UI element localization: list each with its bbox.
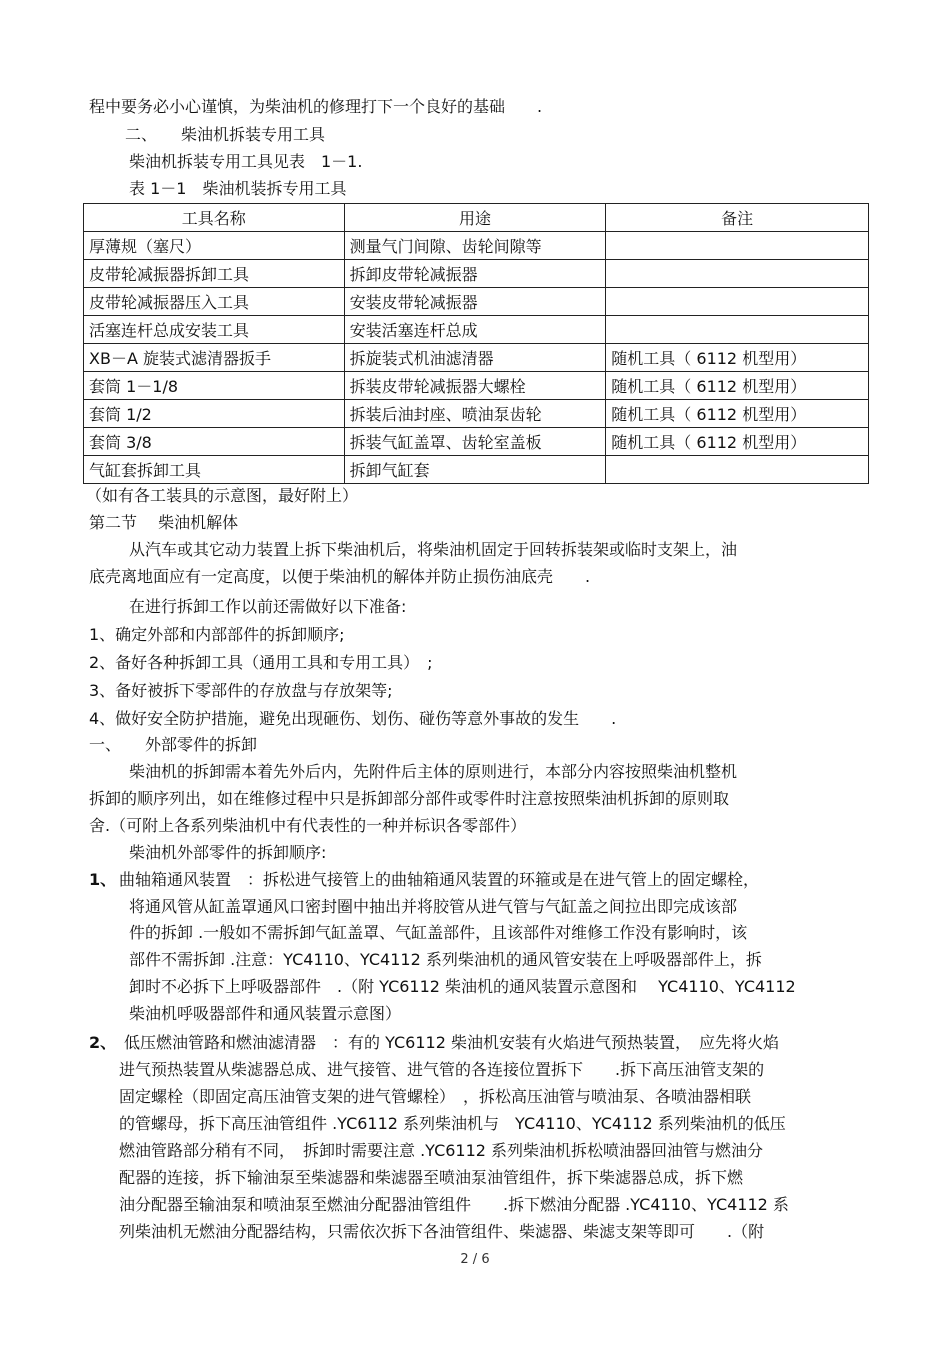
table-header-row [84,204,869,232]
table-row [84,372,869,400]
step-line: 列柴油机无燃油分配器结构，只需依次拆下各油管组件、柴滤器、柴滤支架等即可 .（附 [119,1222,765,1241]
step-line: 的管螺母，拆下高压油管组件 .YC6112 系列柴油机与 YC4110、YC4112 系列柴油机的低压 [119,1114,786,1133]
table-row [84,232,869,260]
tool-remark-cell [606,260,869,288]
tool-remark-cell [606,288,869,316]
tool-name-cell: 皮带轮减振器拆卸工具 [84,260,345,288]
page-number: 2 / 6 [460,1252,490,1267]
table-row [84,260,869,288]
tool-purpose-cell: 安装活塞连杆总成 [344,316,606,344]
tool-purpose-cell: 测量气门间隙、齿轮间隙等 [344,232,606,260]
paragraph-line: 柴油机的拆卸需本着先外后内，先附件后主体的原则进行，本部分内容按照柴油机整机 [129,762,738,781]
step-line: 卸时不必拆下上呼吸器部件 .（附 YC6112 柴油机的通风装置示意图和 YC4110、YC4112 [129,977,796,996]
tool-purpose-cell: 拆装后油封座、喷油泵齿轮 [344,400,606,428]
table-note: （如有各工装具的示意图，最好附上） [86,486,359,505]
tool-purpose-cell: 安装皮带轮减振器 [344,288,606,316]
table-reference: 柴油机拆装专用工具见表 1－1. [129,152,363,171]
tool-purpose-cell: 拆装气缸盖罩、齿轮室盖板 [344,428,606,456]
step-line: 将通风管从缸盖罩通风口密封圈中抽出并将胶管从进气管与气缸盖之间拉出即完成该部 [129,897,738,916]
tool-purpose-cell: 拆卸皮带轮减振器 [344,260,606,288]
tool-name-cell: 套筒 1－1/8 [84,372,345,400]
tool-name-cell: XB－A 旋装式滤清器扳手 [84,344,345,372]
preparation-item: 4、做好安全防护措施，避免出现砸伤、划伤、碰伤等意外事故的发生 . [89,709,617,728]
tool-name-cell: 套筒 1/2 [84,400,345,428]
tool-name-cell: 套筒 3/8 [84,428,345,456]
tool-name-cell: 皮带轮减振器压入工具 [84,288,345,316]
tool-purpose-cell: 拆旋装式机油滤清器 [344,344,606,372]
preparation-item: 3、备好被拆下零部件的存放盘与存放架等; [89,681,393,700]
table-row [84,288,869,316]
tool-remark-cell [606,232,869,260]
table-row [84,456,869,484]
tool-remark-cell: 随机工具（ 6112 机型用） [606,344,869,372]
preparation-intro: 在进行拆卸工作以前还需做好以下准备: [129,597,407,616]
paragraph-line: 拆卸的顺序列出，如在维修过程中只是拆卸部分部件或零件时注意按照柴油机拆卸的原则取 [89,789,730,808]
step-line: 固定螺栓（即固定高压油管支架的进气管螺栓） ，拆松高压油管与喷油泵、各喷油器相联 [119,1087,752,1106]
paragraph-line: 底壳离地面应有一定高度，以便于柴油机的解体并防止损伤油底壳 . [89,567,591,586]
tool-purpose-cell: 拆卸气缸套 [344,456,606,484]
column-header-purpose: 用途 [344,204,606,232]
tool-remark-cell [606,456,869,484]
step-line: 部件不需拆卸 .注意：YC4110、YC4112 系列柴油机的通风管安装在上呼吸器部件上，拆 [129,950,762,969]
intro-tail-line: 程中要务必小心谨慎，为柴油机的修理打下一个良好的基础 . [89,97,543,116]
table-row [84,316,869,344]
tool-purpose-cell: 拆装皮带轮减振器大螺栓 [344,372,606,400]
step-line: 油分配器至输油泵和喷油泵至燃油分配器油管组件 .拆下燃油分配器 .YC4110、YC4112 系 [119,1195,789,1214]
tool-remark-cell: 随机工具（ 6112 机型用） [606,372,869,400]
table-row [84,428,869,456]
section-heading-special-tools: 二、 柴油机拆装专用工具 [125,125,326,144]
tool-remark-cell: 随机工具（ 6112 机型用） [606,400,869,428]
table-row [84,400,869,428]
step-line: 件的拆卸 .一般如不需拆卸气缸盖罩、气缸盖部件，且该部件对维修工作没有影响时，该 [129,923,748,942]
special-tools-table [83,203,869,484]
table-row [84,344,869,372]
preparation-item: 1、确定外部和内部部件的拆卸顺序; [89,625,345,644]
tool-remark-cell [606,316,869,344]
step-line: 配器的连接，拆下输油泵至柴滤器和柴滤器至喷油泵油管组件，拆下柴滤器总成，拆下燃 [119,1168,744,1187]
disassembly-order-intro: 柴油机外部零件的拆卸顺序: [129,843,327,862]
table-caption: 表 1－1 柴油机装拆专用工具 [129,179,347,198]
column-header-remark: 备注 [606,204,869,232]
tool-remark-cell: 随机工具（ 6112 机型用） [606,428,869,456]
paragraph-line: 舍.（可附上各系列柴油机中有代表性的一种并标识各零部件） [89,816,527,835]
step-line: 进气预热装置从柴滤器总成、进气接管、进气管的各连接位置拆下 .拆下高压油管支架的 [119,1060,765,1079]
step-number: 2、 [89,1033,117,1052]
column-header-tool-name: 工具名称 [84,204,345,232]
step-line: 燃油管路部分稍有不同， 拆卸时需要注意 .YC6112 系列柴油机拆松喷油器回油管与燃油分 [119,1141,764,1160]
section-title-disassembly: 第二节 柴油机解体 [89,513,239,532]
paragraph-line: 从汽车或其它动力装置上拆下柴油机后，将柴油机固定于回转拆装架或临时支架上，油 [129,540,738,559]
step-number: 1、 [89,870,117,889]
step-line: 柴油机呼吸器部件和通风装置示意图） [129,1004,402,1023]
tool-name-cell: 气缸套拆卸工具 [84,456,345,484]
tool-name-cell: 厚薄规（塞尺） [84,232,345,260]
subsection-heading-external-parts: 一、 外部零件的拆卸 [89,735,258,754]
tool-name-cell: 活塞连杆总成安装工具 [84,316,345,344]
preparation-item: 2、备好各种拆卸工具（通用工具和专用工具） ; [89,653,433,672]
step-line: 曲轴箱通风装置 ：拆松进气接管上的曲轴箱通风装置的环箍或是在进气管上的固定螺栓， [119,870,760,889]
step-line: 低压燃油管路和燃油滤清器 ：有的 YC6112 柴油机安装有火焰进气预热装置， 应先将火焰 [124,1033,779,1052]
